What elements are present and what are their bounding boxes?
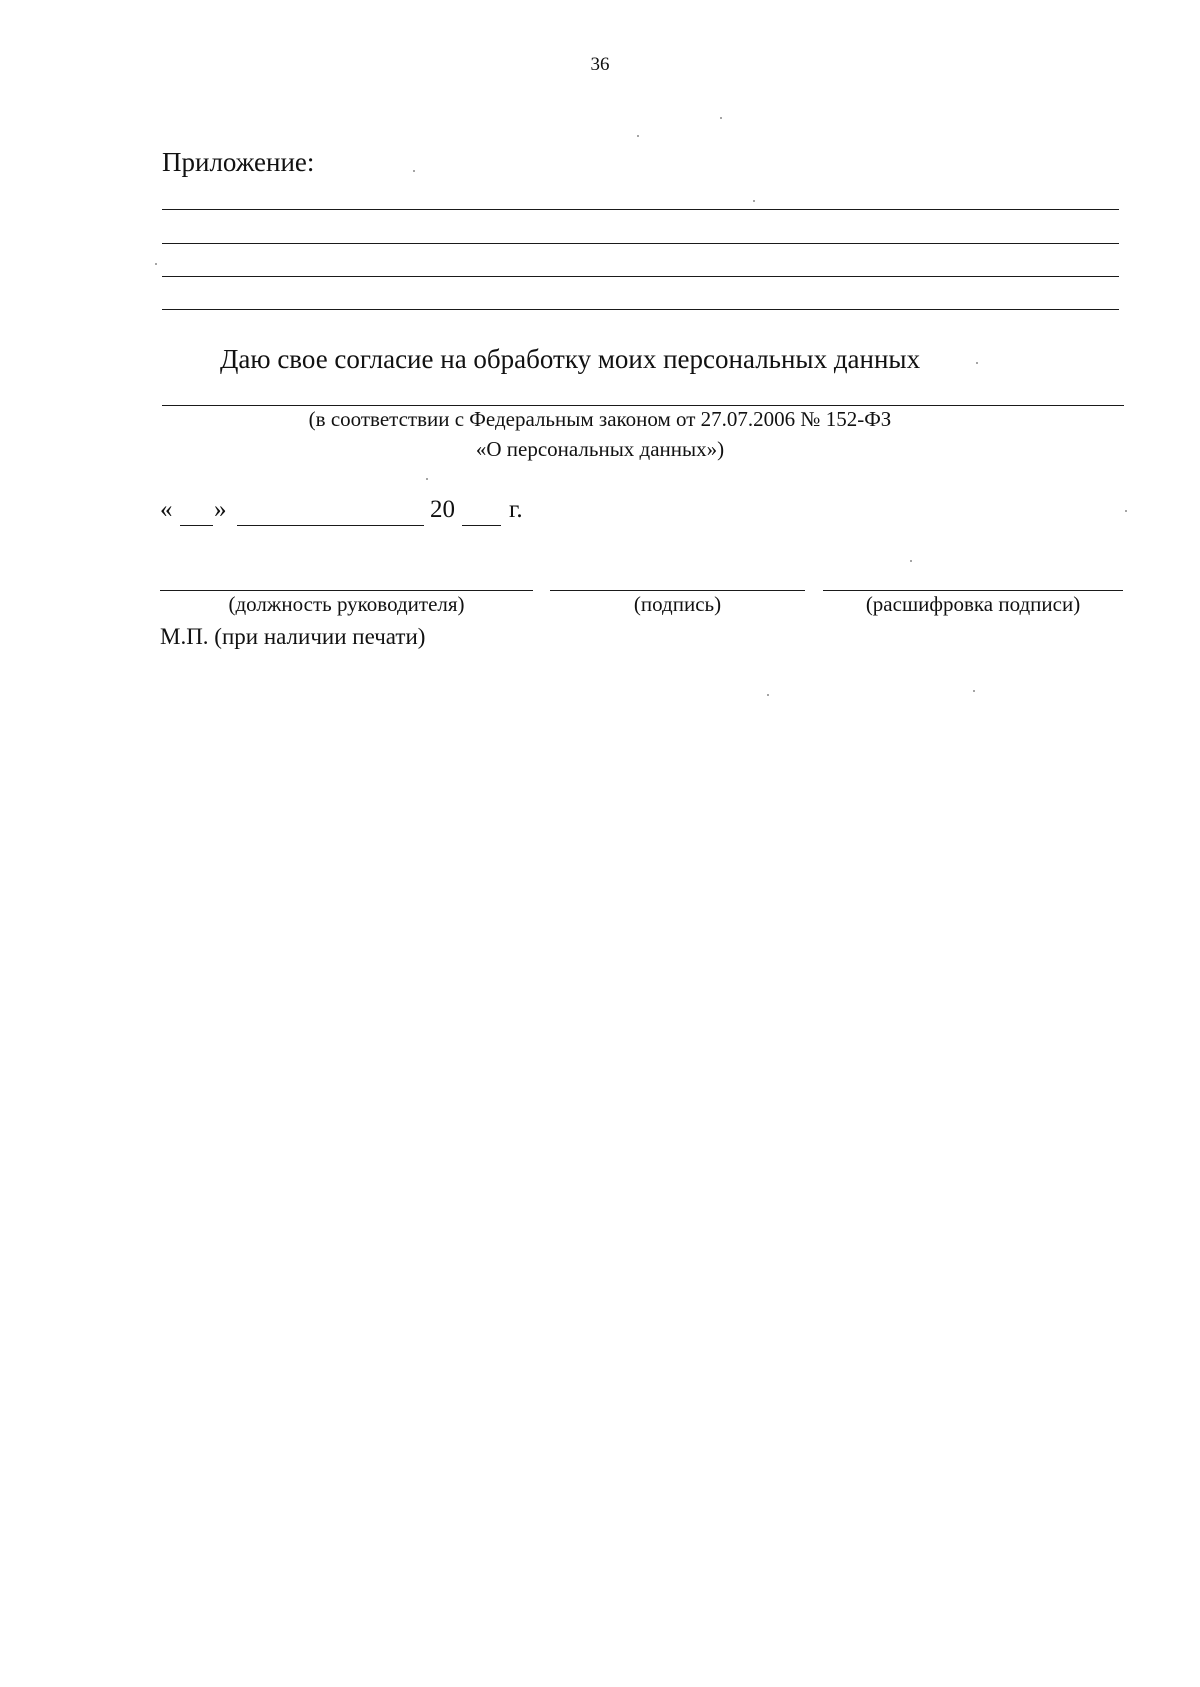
page-number: 36 [590,54,610,75]
consent-statement: Даю свое согласие на обработку моих персональных данных [220,344,921,374]
signature-caption: (подпись) [633,592,722,616]
scan-speck [637,135,639,137]
signature-line [550,590,805,591]
law-reference-line-2: «О персональных данных») [475,437,725,461]
year-blank [462,525,501,526]
scan-speck [753,200,755,202]
consent-signature-line [162,405,1124,406]
scan-speck [413,170,415,172]
year-prefix: 20 [430,496,455,523]
attachment-blank-line-3 [162,276,1119,277]
date-close-quote: » [214,496,227,523]
position-signature-line [160,590,533,591]
scan-speck [155,263,157,265]
scan-speck [767,694,769,696]
month-blank [237,525,424,526]
decoding-signature-line [823,590,1123,591]
law-reference-line-1: (в соответствии с Федеральным законом от 27.07.2006 № 152-ФЗ [308,407,892,431]
scan-speck [976,362,978,364]
position-caption: (должность руководителя) [228,592,465,616]
scan-speck [1125,510,1127,512]
decoding-caption: (расшифровка подписи) [865,592,1081,616]
attachment-blank-line-1 [162,209,1119,210]
scan-speck [720,117,722,119]
attachment-label: Приложение: [162,147,315,177]
scan-speck [426,478,428,480]
date-open-quote: « [160,496,173,523]
scan-speck [910,560,912,562]
day-blank [180,525,213,526]
year-suffix: г. [509,496,523,523]
stamp-caption: М.П. (при наличии печати) [160,624,426,649]
attachment-blank-line-2 [162,243,1119,244]
attachment-blank-line-4 [162,309,1119,310]
scan-speck [973,690,975,692]
